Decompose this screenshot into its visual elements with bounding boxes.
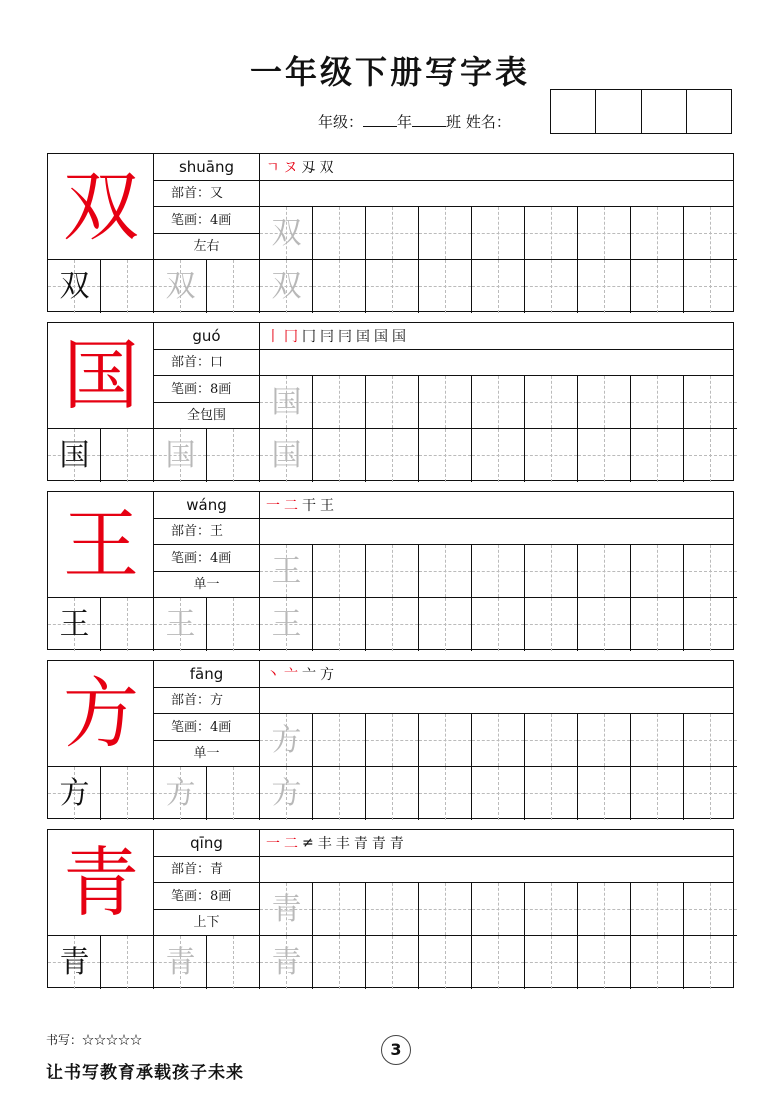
model-character: 青 — [59, 945, 90, 980]
writing-cell[interactable] — [419, 260, 472, 313]
writing-cell[interactable] — [154, 429, 207, 482]
stroke-step: 冃 — [338, 329, 352, 345]
writing-cell[interactable] — [48, 260, 101, 313]
writing-cell[interactable] — [578, 260, 631, 313]
radical: 部首：王 — [154, 519, 260, 545]
trace-character: 方 — [271, 723, 302, 758]
class-blank[interactable] — [412, 112, 446, 127]
writing-cell[interactable] — [313, 429, 366, 482]
writing-cell[interactable] — [260, 207, 313, 260]
character-card — [47, 829, 734, 988]
stroke-count: 笔画：4画 — [154, 714, 260, 741]
stroke-step: 王 — [320, 498, 334, 514]
writing-cell[interactable] — [631, 883, 684, 936]
stroke-step: 国 — [392, 329, 406, 345]
stroke-count: 笔画：4画 — [154, 545, 260, 572]
writing-cell[interactable] — [684, 883, 737, 936]
writing-cell[interactable] — [260, 936, 313, 989]
trace-character: 国 — [271, 385, 302, 420]
pinyin: wáng — [154, 492, 260, 519]
trace-character: 双 — [165, 269, 196, 304]
writing-cell[interactable] — [631, 545, 684, 598]
radical: 部首：又 — [154, 181, 260, 207]
writing-cell[interactable] — [207, 260, 260, 313]
trace-character: 王 — [271, 554, 302, 589]
writing-cell[interactable] — [578, 767, 631, 820]
stroke-step: 囯 — [356, 329, 370, 345]
name-cell[interactable] — [596, 90, 641, 133]
writing-cell[interactable] — [578, 376, 631, 429]
big-character: 双 — [63, 162, 139, 251]
writing-cell[interactable] — [472, 883, 525, 936]
pinyin: qīng — [154, 830, 260, 857]
year-suffix: 年 — [397, 113, 413, 131]
stroke-step: 一 — [266, 836, 280, 852]
structure: 全包围 — [154, 403, 260, 429]
character-card — [47, 153, 734, 312]
writing-cell[interactable] — [366, 260, 419, 313]
writing-cell[interactable] — [260, 714, 313, 767]
big-char-box — [48, 492, 154, 598]
stroke-step: 国 — [374, 329, 388, 345]
writing-cell[interactable] — [472, 260, 525, 313]
name-label: 姓名： — [465, 113, 511, 131]
trace-character: 青 — [271, 945, 302, 980]
stroke-step: 青 — [389, 836, 404, 852]
character-card — [47, 660, 734, 819]
writing-cell[interactable] — [684, 714, 737, 767]
character-card — [47, 322, 734, 481]
stroke-step: ヌ — [283, 160, 298, 176]
writing-cell[interactable] — [472, 376, 525, 429]
writing-cell[interactable] — [313, 936, 366, 989]
model-character: 方 — [59, 776, 90, 811]
big-character: 方 — [63, 669, 139, 758]
stroke-step: 二 — [284, 836, 298, 852]
writing-cell[interactable] — [631, 714, 684, 767]
structure: 单一 — [154, 572, 260, 598]
writing-cell[interactable] — [419, 545, 472, 598]
writing-cell[interactable] — [684, 598, 737, 651]
name-cell[interactable] — [687, 90, 731, 133]
stroke-step: 干 — [302, 498, 316, 514]
writing-cell[interactable] — [578, 598, 631, 651]
writing-cell[interactable] — [578, 545, 631, 598]
stroke-step: 冂 — [302, 329, 316, 345]
big-character: 王 — [63, 500, 139, 589]
notes-line[interactable] — [260, 688, 733, 714]
writing-cell[interactable] — [525, 260, 578, 313]
stroke-step: 青 — [353, 836, 368, 852]
writing-cell[interactable] — [578, 207, 631, 260]
trace-character: 王 — [165, 607, 196, 642]
writing-cell[interactable] — [207, 429, 260, 482]
name-cell[interactable] — [551, 90, 596, 133]
writing-cell[interactable] — [313, 376, 366, 429]
writing-cell[interactable] — [366, 767, 419, 820]
stroke-step: 一 — [266, 498, 280, 514]
writing-cell[interactable] — [260, 260, 313, 313]
writing-cell[interactable] — [101, 598, 154, 651]
trace-character: 双 — [271, 269, 302, 304]
writing-cell[interactable] — [631, 376, 684, 429]
writing-cell[interactable] — [154, 936, 207, 989]
writing-cell[interactable] — [101, 936, 154, 989]
trace-character: 国 — [165, 438, 196, 473]
class-info-line — [318, 111, 511, 132]
stroke-step: 丨 — [266, 329, 280, 345]
notes-line[interactable] — [260, 857, 733, 883]
writing-cell[interactable] — [684, 936, 737, 989]
stroke-step: 双 — [319, 160, 334, 176]
trace-character: 青 — [165, 945, 196, 980]
pinyin: fāng — [154, 661, 260, 688]
writing-cell[interactable] — [472, 714, 525, 767]
trace-character: 国 — [271, 438, 302, 473]
writing-cell[interactable] — [366, 376, 419, 429]
writing-cell[interactable] — [578, 883, 631, 936]
grade-year-blank[interactable] — [363, 112, 397, 127]
writing-cell[interactable] — [419, 883, 472, 936]
radical: 部首：口 — [154, 350, 260, 376]
stroke-step: 方 — [320, 667, 334, 683]
stroke-order — [260, 661, 733, 688]
writing-cell[interactable] — [366, 598, 419, 651]
character-card — [47, 491, 734, 650]
writing-cell[interactable] — [366, 207, 419, 260]
writing-cell[interactable] — [525, 767, 578, 820]
writing-cell[interactable] — [525, 714, 578, 767]
writing-cell[interactable] — [684, 260, 737, 313]
writing-cell[interactable] — [419, 936, 472, 989]
stroke-step: 亠 — [284, 667, 298, 683]
writing-rating: 书写：☆☆☆☆☆ — [46, 1033, 143, 1047]
stroke-step: 冂 — [284, 329, 298, 345]
page-number: 3 — [381, 1035, 411, 1065]
writing-cell[interactable] — [525, 598, 578, 651]
writing-cell[interactable] — [525, 376, 578, 429]
writing-cell[interactable] — [154, 598, 207, 651]
writing-cell[interactable] — [313, 767, 366, 820]
writing-cell[interactable] — [313, 714, 366, 767]
writing-cell[interactable] — [366, 714, 419, 767]
writing-cell[interactable] — [48, 429, 101, 482]
structure: 上下 — [154, 910, 260, 936]
writing-cell[interactable] — [578, 936, 631, 989]
stroke-step: 青 — [371, 836, 386, 852]
writing-cell[interactable] — [260, 883, 313, 936]
writing-cell[interactable] — [472, 767, 525, 820]
trace-character: 青 — [271, 892, 302, 927]
writing-cell[interactable] — [631, 598, 684, 651]
writing-cell[interactable] — [631, 936, 684, 989]
stroke-count: 笔画：4画 — [154, 207, 260, 234]
writing-cell[interactable] — [48, 936, 101, 989]
writing-cell[interactable] — [101, 260, 154, 313]
writing-cell[interactable] — [472, 598, 525, 651]
structure: 左右 — [154, 234, 260, 260]
name-writing-grid[interactable] — [550, 89, 732, 134]
writing-cell[interactable] — [525, 545, 578, 598]
writing-cell[interactable] — [313, 598, 366, 651]
stroke-step: ≠ — [302, 835, 314, 851]
writing-cell[interactable] — [419, 767, 472, 820]
writing-cell[interactable] — [260, 545, 313, 598]
writing-cell[interactable] — [260, 598, 313, 651]
writing-cell[interactable] — [684, 767, 737, 820]
model-character: 国 — [59, 438, 90, 473]
writing-cell[interactable] — [631, 767, 684, 820]
writing-cell[interactable] — [684, 376, 737, 429]
stroke-order — [260, 154, 733, 181]
writing-cell[interactable] — [313, 883, 366, 936]
stroke-step: 二 — [284, 498, 298, 514]
grade-label: 年级： — [318, 113, 364, 131]
trace-character: 方 — [271, 776, 302, 811]
writing-cell[interactable] — [525, 429, 578, 482]
model-character: 王 — [59, 607, 90, 642]
writing-cell[interactable] — [472, 207, 525, 260]
stroke-count: 笔画：8画 — [154, 883, 260, 910]
writing-cell[interactable] — [154, 260, 207, 313]
writing-cell[interactable] — [525, 936, 578, 989]
big-char-box — [48, 323, 154, 429]
notes-line[interactable] — [260, 350, 733, 376]
model-character: 双 — [59, 269, 90, 304]
writing-cell[interactable] — [154, 767, 207, 820]
writing-cell[interactable] — [631, 429, 684, 482]
big-char-box — [48, 661, 154, 767]
writing-cell[interactable] — [419, 429, 472, 482]
writing-cell[interactable] — [101, 767, 154, 820]
trace-character: 方 — [165, 776, 196, 811]
big-char-box — [48, 830, 154, 936]
stroke-step: 冃 — [320, 329, 334, 345]
writing-cell[interactable] — [260, 376, 313, 429]
writing-cell[interactable] — [525, 207, 578, 260]
stroke-step: 亠 — [302, 667, 316, 683]
stroke-step: 刄 — [301, 160, 316, 176]
writing-cell[interactable] — [684, 429, 737, 482]
trace-character: 双 — [271, 216, 302, 251]
writing-cell[interactable] — [313, 545, 366, 598]
writing-cell[interactable] — [366, 545, 419, 598]
writing-cell[interactable] — [578, 714, 631, 767]
stroke-order — [260, 830, 733, 857]
page-title: 一年级下册写字表 — [249, 53, 530, 91]
radical: 部首：青 — [154, 857, 260, 883]
stroke-step: 丰 — [317, 836, 332, 852]
writing-cell[interactable] — [207, 598, 260, 651]
writing-cell[interactable] — [472, 936, 525, 989]
writing-cell[interactable] — [101, 429, 154, 482]
writing-cell[interactable] — [419, 207, 472, 260]
stroke-step: 丶 — [266, 667, 280, 683]
stroke-order — [260, 492, 733, 519]
trace-character: 王 — [271, 607, 302, 642]
writing-cell[interactable] — [684, 207, 737, 260]
radical: 部首：方 — [154, 688, 260, 714]
writing-cell[interactable] — [366, 936, 419, 989]
notes-line[interactable] — [260, 519, 733, 545]
big-character: 国 — [63, 331, 139, 420]
writing-cell[interactable] — [578, 429, 631, 482]
pinyin: shuāng — [154, 154, 260, 181]
stroke-order — [260, 323, 733, 350]
writing-cell[interactable] — [48, 767, 101, 820]
slogan: 让书写教育承载孩子未来 — [46, 1063, 244, 1083]
writing-cell[interactable] — [419, 598, 472, 651]
writing-cell[interactable] — [631, 207, 684, 260]
writing-cell[interactable] — [366, 429, 419, 482]
stroke-step: ㄱ — [266, 160, 280, 176]
writing-cell[interactable] — [207, 936, 260, 989]
writing-cell[interactable] — [260, 429, 313, 482]
writing-cell[interactable] — [419, 714, 472, 767]
writing-cell[interactable] — [684, 545, 737, 598]
writing-cell[interactable] — [419, 376, 472, 429]
writing-cell[interactable] — [525, 883, 578, 936]
writing-cell[interactable] — [260, 767, 313, 820]
stroke-step: 丰 — [335, 836, 350, 852]
writing-cell[interactable] — [366, 883, 419, 936]
pinyin: guó — [154, 323, 260, 350]
structure: 单一 — [154, 741, 260, 767]
big-character: 青 — [63, 838, 139, 927]
notes-line[interactable] — [260, 181, 733, 207]
writing-cell[interactable] — [48, 598, 101, 651]
writing-cell[interactable] — [631, 260, 684, 313]
stroke-count: 笔画：8画 — [154, 376, 260, 403]
writing-cell[interactable] — [207, 767, 260, 820]
big-char-box — [48, 154, 154, 260]
writing-cell[interactable] — [472, 429, 525, 482]
writing-cell[interactable] — [313, 207, 366, 260]
writing-cell[interactable] — [472, 545, 525, 598]
class-suffix: 班 — [446, 113, 462, 131]
writing-cell[interactable] — [313, 260, 366, 313]
name-cell[interactable] — [642, 90, 687, 133]
